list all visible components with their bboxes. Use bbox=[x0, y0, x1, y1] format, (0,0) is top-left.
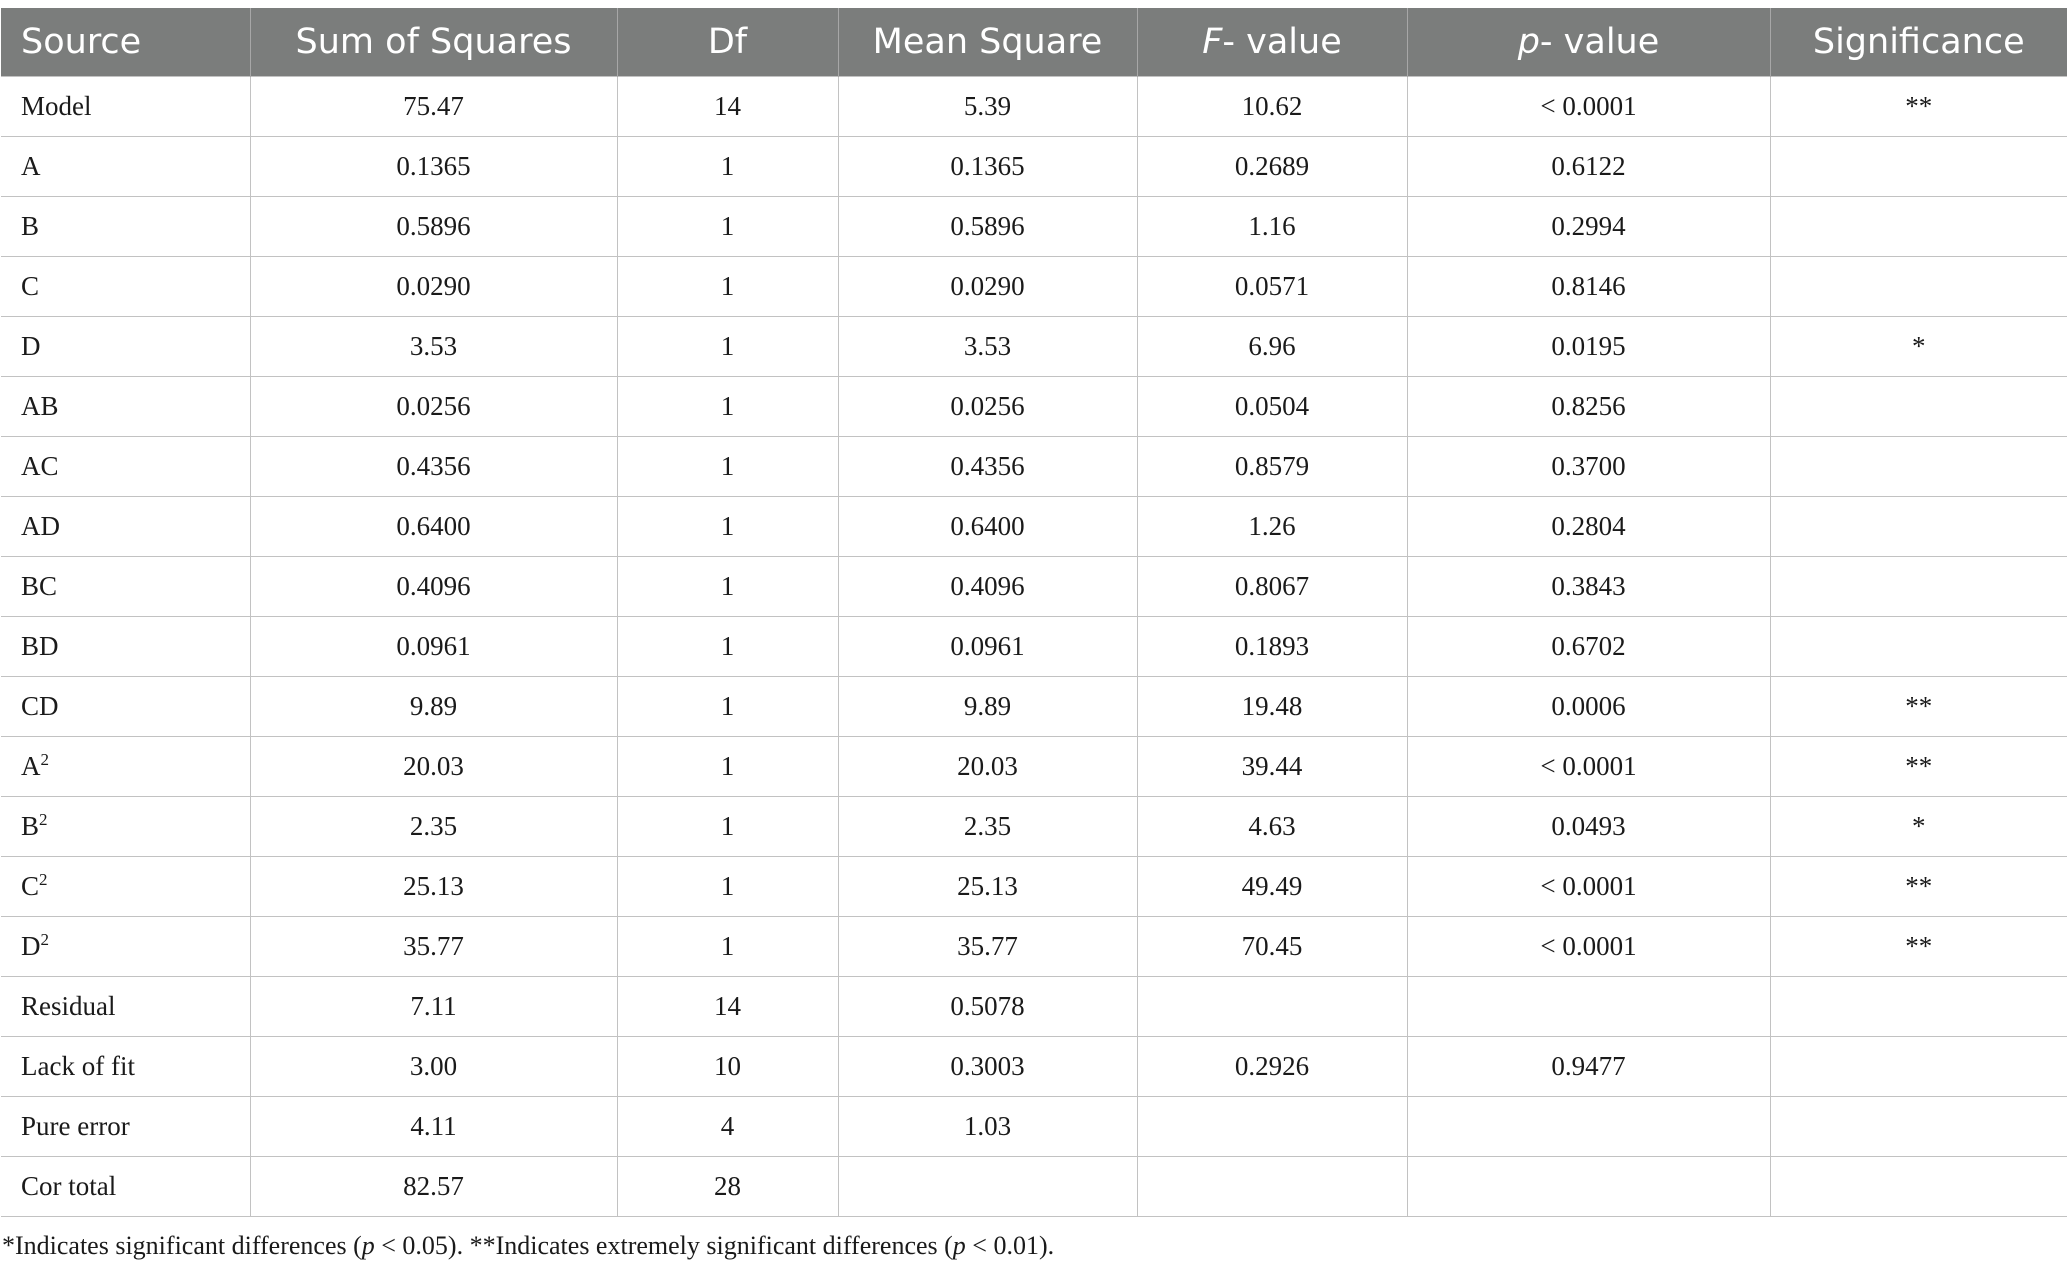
table-row bbox=[1, 1037, 2067, 1097]
header-f-value bbox=[1137, 8, 1407, 77]
cell-significance: ** bbox=[1770, 77, 2067, 137]
cell-df: 1 bbox=[617, 557, 838, 617]
cell-significance bbox=[1770, 1097, 2067, 1157]
cell-significance: ** bbox=[1770, 737, 2067, 797]
table-row bbox=[1, 737, 2067, 797]
header-label: Source bbox=[21, 22, 142, 62]
cell-p-value: 0.0493 bbox=[1407, 797, 1770, 857]
cell-p-value bbox=[1407, 1097, 1770, 1157]
table-row bbox=[1, 197, 2067, 257]
cell-mean-square: 0.3003 bbox=[838, 1037, 1137, 1097]
cell-sum-of-squares: 3.53 bbox=[250, 317, 617, 377]
source-label: B bbox=[21, 211, 40, 241]
cell-df: 1 bbox=[617, 677, 838, 737]
cell-significance bbox=[1770, 557, 2067, 617]
cell-f-value: 0.8067 bbox=[1137, 557, 1407, 617]
table-row bbox=[1, 1097, 2067, 1157]
cell-f-value bbox=[1137, 1157, 1407, 1217]
cell-mean-square: 0.0256 bbox=[838, 377, 1137, 437]
cell-significance: ** bbox=[1770, 677, 2067, 737]
cell-f-value: 0.2689 bbox=[1137, 137, 1407, 197]
cell-f-value: 19.48 bbox=[1137, 677, 1407, 737]
table-row bbox=[1, 77, 2067, 137]
header-df bbox=[617, 8, 838, 77]
cell-sum-of-squares: 7.11 bbox=[250, 977, 617, 1037]
cell-mean-square: 0.4356 bbox=[838, 437, 1137, 497]
cell-source bbox=[1, 737, 250, 797]
source-label: Lack of fit bbox=[21, 1051, 135, 1081]
header-label: - value bbox=[1539, 22, 1660, 62]
cell-df: 14 bbox=[617, 977, 838, 1037]
table-row bbox=[1, 917, 2067, 977]
cell-sum-of-squares: 9.89 bbox=[250, 677, 617, 737]
cell-significance: * bbox=[1770, 317, 2067, 377]
cell-df: 1 bbox=[617, 377, 838, 437]
cell-f-value bbox=[1137, 1097, 1407, 1157]
header-p-value bbox=[1407, 8, 1770, 77]
cell-significance bbox=[1770, 437, 2067, 497]
cell-source bbox=[1, 797, 250, 857]
cell-df: 1 bbox=[617, 197, 838, 257]
cell-significance bbox=[1770, 377, 2067, 437]
cell-sum-of-squares: 82.57 bbox=[250, 1157, 617, 1217]
source-label: BD bbox=[21, 631, 59, 661]
cell-sum-of-squares: 0.0961 bbox=[250, 617, 617, 677]
cell-source bbox=[1, 557, 250, 617]
table-row bbox=[1, 977, 2067, 1037]
cell-mean-square: 9.89 bbox=[838, 677, 1137, 737]
cell-source bbox=[1, 497, 250, 557]
cell-p-value: 0.3843 bbox=[1407, 557, 1770, 617]
cell-significance bbox=[1770, 137, 2067, 197]
cell-source bbox=[1, 1157, 250, 1217]
cell-sum-of-squares: 75.47 bbox=[250, 77, 617, 137]
cell-mean-square: 0.6400 bbox=[838, 497, 1137, 557]
cell-df: 4 bbox=[617, 1097, 838, 1157]
cell-source bbox=[1, 1097, 250, 1157]
cell-mean-square: 0.0961 bbox=[838, 617, 1137, 677]
cell-f-value bbox=[1137, 977, 1407, 1037]
cell-f-value: 1.26 bbox=[1137, 497, 1407, 557]
cell-df: 1 bbox=[617, 497, 838, 557]
cell-source bbox=[1, 1037, 250, 1097]
cell-sum-of-squares: 20.03 bbox=[250, 737, 617, 797]
cell-sum-of-squares: 3.00 bbox=[250, 1037, 617, 1097]
footnote-p-symbol: p bbox=[361, 1231, 375, 1260]
source-label: A bbox=[21, 751, 41, 781]
source-label: Model bbox=[21, 91, 92, 121]
cell-sum-of-squares: 0.0290 bbox=[250, 257, 617, 317]
cell-p-value: 0.0195 bbox=[1407, 317, 1770, 377]
source-label: A bbox=[21, 151, 41, 181]
source-label: C bbox=[21, 271, 40, 301]
cell-source bbox=[1, 257, 250, 317]
cell-p-value: < 0.0001 bbox=[1407, 737, 1770, 797]
cell-source bbox=[1, 77, 250, 137]
cell-p-value: 0.0006 bbox=[1407, 677, 1770, 737]
header-label: Mean Square bbox=[872, 22, 1103, 62]
header-italic-symbol: F bbox=[1202, 22, 1223, 62]
cell-f-value: 4.63 bbox=[1137, 797, 1407, 857]
header-significance bbox=[1770, 8, 2067, 77]
source-exponent: 2 bbox=[40, 750, 49, 769]
footnote-text: < 0.01). bbox=[965, 1231, 1055, 1260]
cell-significance bbox=[1770, 197, 2067, 257]
cell-p-value bbox=[1407, 977, 1770, 1037]
cell-source bbox=[1, 317, 250, 377]
source-exponent: 2 bbox=[39, 810, 48, 829]
source-label: AD bbox=[21, 511, 60, 541]
cell-significance bbox=[1770, 1157, 2067, 1217]
cell-source bbox=[1, 917, 250, 977]
cell-source bbox=[1, 137, 250, 197]
source-exponent: 2 bbox=[40, 930, 49, 949]
cell-df: 1 bbox=[617, 737, 838, 797]
source-label: D bbox=[21, 331, 41, 361]
header-italic-symbol: p bbox=[1517, 22, 1540, 62]
cell-f-value: 0.1893 bbox=[1137, 617, 1407, 677]
anova-table-container bbox=[0, 8, 2068, 1261]
cell-sum-of-squares: 0.5896 bbox=[250, 197, 617, 257]
cell-mean-square: 0.5896 bbox=[838, 197, 1137, 257]
cell-significance: ** bbox=[1770, 857, 2067, 917]
cell-df: 1 bbox=[617, 257, 838, 317]
cell-p-value: 0.8146 bbox=[1407, 257, 1770, 317]
cell-f-value: 0.2926 bbox=[1137, 1037, 1407, 1097]
source-label: D bbox=[21, 931, 41, 961]
table-header bbox=[1, 8, 2067, 77]
source-label: AC bbox=[21, 451, 59, 481]
cell-mean-square: 0.0290 bbox=[838, 257, 1137, 317]
header-label: - value bbox=[1222, 22, 1342, 62]
cell-df: 10 bbox=[617, 1037, 838, 1097]
cell-sum-of-squares: 0.1365 bbox=[250, 137, 617, 197]
table-row bbox=[1, 857, 2067, 917]
cell-mean-square: 0.1365 bbox=[838, 137, 1137, 197]
header-label: Sum of Squares bbox=[295, 22, 572, 62]
table-row bbox=[1, 797, 2067, 857]
header-source bbox=[1, 8, 250, 77]
source-label: Pure error bbox=[21, 1111, 130, 1141]
cell-f-value: 0.0504 bbox=[1137, 377, 1407, 437]
cell-mean-square: 0.4096 bbox=[838, 557, 1137, 617]
cell-df: 28 bbox=[617, 1157, 838, 1217]
cell-sum-of-squares: 2.35 bbox=[250, 797, 617, 857]
cell-df: 14 bbox=[617, 77, 838, 137]
cell-significance: ** bbox=[1770, 917, 2067, 977]
cell-mean-square: 2.35 bbox=[838, 797, 1137, 857]
cell-f-value: 0.8579 bbox=[1137, 437, 1407, 497]
cell-f-value: 1.16 bbox=[1137, 197, 1407, 257]
cell-p-value: < 0.0001 bbox=[1407, 77, 1770, 137]
cell-df: 1 bbox=[617, 917, 838, 977]
cell-mean-square: 5.39 bbox=[838, 77, 1137, 137]
cell-source bbox=[1, 677, 250, 737]
cell-f-value: 6.96 bbox=[1137, 317, 1407, 377]
table-row bbox=[1, 617, 2067, 677]
cell-p-value: 0.6702 bbox=[1407, 617, 1770, 677]
cell-significance bbox=[1770, 1037, 2067, 1097]
source-label: BC bbox=[21, 571, 58, 601]
cell-mean-square: 0.5078 bbox=[838, 977, 1137, 1037]
table-body bbox=[1, 77, 2067, 1217]
cell-sum-of-squares: 0.6400 bbox=[250, 497, 617, 557]
cell-significance bbox=[1770, 617, 2067, 677]
table-footnote bbox=[2, 1231, 2068, 1261]
cell-f-value: 39.44 bbox=[1137, 737, 1407, 797]
cell-mean-square: 20.03 bbox=[838, 737, 1137, 797]
anova-table bbox=[1, 8, 2067, 1217]
cell-sum-of-squares: 25.13 bbox=[250, 857, 617, 917]
footnote-text: < 0.05). **Indicates extremely significant differences ( bbox=[374, 1231, 953, 1260]
cell-sum-of-squares: 4.11 bbox=[250, 1097, 617, 1157]
cell-p-value: 0.9477 bbox=[1407, 1037, 1770, 1097]
cell-p-value: 0.8256 bbox=[1407, 377, 1770, 437]
cell-significance bbox=[1770, 977, 2067, 1037]
cell-sum-of-squares: 35.77 bbox=[250, 917, 617, 977]
cell-significance bbox=[1770, 497, 2067, 557]
cell-p-value: < 0.0001 bbox=[1407, 857, 1770, 917]
cell-mean-square: 3.53 bbox=[838, 317, 1137, 377]
cell-source bbox=[1, 977, 250, 1037]
cell-df: 1 bbox=[617, 317, 838, 377]
table-row bbox=[1, 1157, 2067, 1217]
cell-p-value: 0.2804 bbox=[1407, 497, 1770, 557]
cell-sum-of-squares: 0.4356 bbox=[250, 437, 617, 497]
header-row bbox=[1, 8, 2067, 77]
cell-p-value bbox=[1407, 1157, 1770, 1217]
source-label: CD bbox=[21, 691, 59, 721]
cell-p-value: 0.2994 bbox=[1407, 197, 1770, 257]
header-label: Significance bbox=[1812, 22, 2025, 62]
table-row bbox=[1, 677, 2067, 737]
footnote-text: *Indicates significant differences ( bbox=[2, 1231, 362, 1260]
cell-mean-square: 35.77 bbox=[838, 917, 1137, 977]
source-label: Residual bbox=[21, 991, 116, 1021]
cell-mean-square bbox=[838, 1157, 1137, 1217]
cell-p-value: 0.3700 bbox=[1407, 437, 1770, 497]
cell-sum-of-squares: 0.4096 bbox=[250, 557, 617, 617]
cell-f-value: 0.0571 bbox=[1137, 257, 1407, 317]
header-label: Df bbox=[707, 22, 748, 62]
cell-sum-of-squares: 0.0256 bbox=[250, 377, 617, 437]
cell-df: 1 bbox=[617, 137, 838, 197]
cell-f-value: 70.45 bbox=[1137, 917, 1407, 977]
table-row bbox=[1, 377, 2067, 437]
table-row bbox=[1, 317, 2067, 377]
cell-df: 1 bbox=[617, 617, 838, 677]
cell-significance bbox=[1770, 257, 2067, 317]
cell-source bbox=[1, 617, 250, 677]
cell-df: 1 bbox=[617, 797, 838, 857]
footnote-p-symbol: p bbox=[952, 1231, 966, 1260]
source-label: B bbox=[21, 811, 40, 841]
table-row bbox=[1, 437, 2067, 497]
source-label: C bbox=[21, 871, 40, 901]
cell-mean-square: 25.13 bbox=[838, 857, 1137, 917]
table-row bbox=[1, 557, 2067, 617]
cell-source bbox=[1, 377, 250, 437]
cell-significance: * bbox=[1770, 797, 2067, 857]
source-exponent: 2 bbox=[39, 870, 48, 889]
cell-f-value: 49.49 bbox=[1137, 857, 1407, 917]
cell-p-value: 0.6122 bbox=[1407, 137, 1770, 197]
cell-f-value: 10.62 bbox=[1137, 77, 1407, 137]
cell-source bbox=[1, 197, 250, 257]
cell-p-value: < 0.0001 bbox=[1407, 917, 1770, 977]
source-label: Cor total bbox=[21, 1171, 117, 1201]
header-mean-square bbox=[838, 8, 1137, 77]
cell-source bbox=[1, 857, 250, 917]
cell-source bbox=[1, 437, 250, 497]
table-row bbox=[1, 497, 2067, 557]
cell-df: 1 bbox=[617, 437, 838, 497]
source-label: AB bbox=[21, 391, 59, 421]
table-row bbox=[1, 257, 2067, 317]
header-sum-of-squares bbox=[250, 8, 617, 77]
cell-mean-square: 1.03 bbox=[838, 1097, 1137, 1157]
cell-df: 1 bbox=[617, 857, 838, 917]
table-row bbox=[1, 137, 2067, 197]
